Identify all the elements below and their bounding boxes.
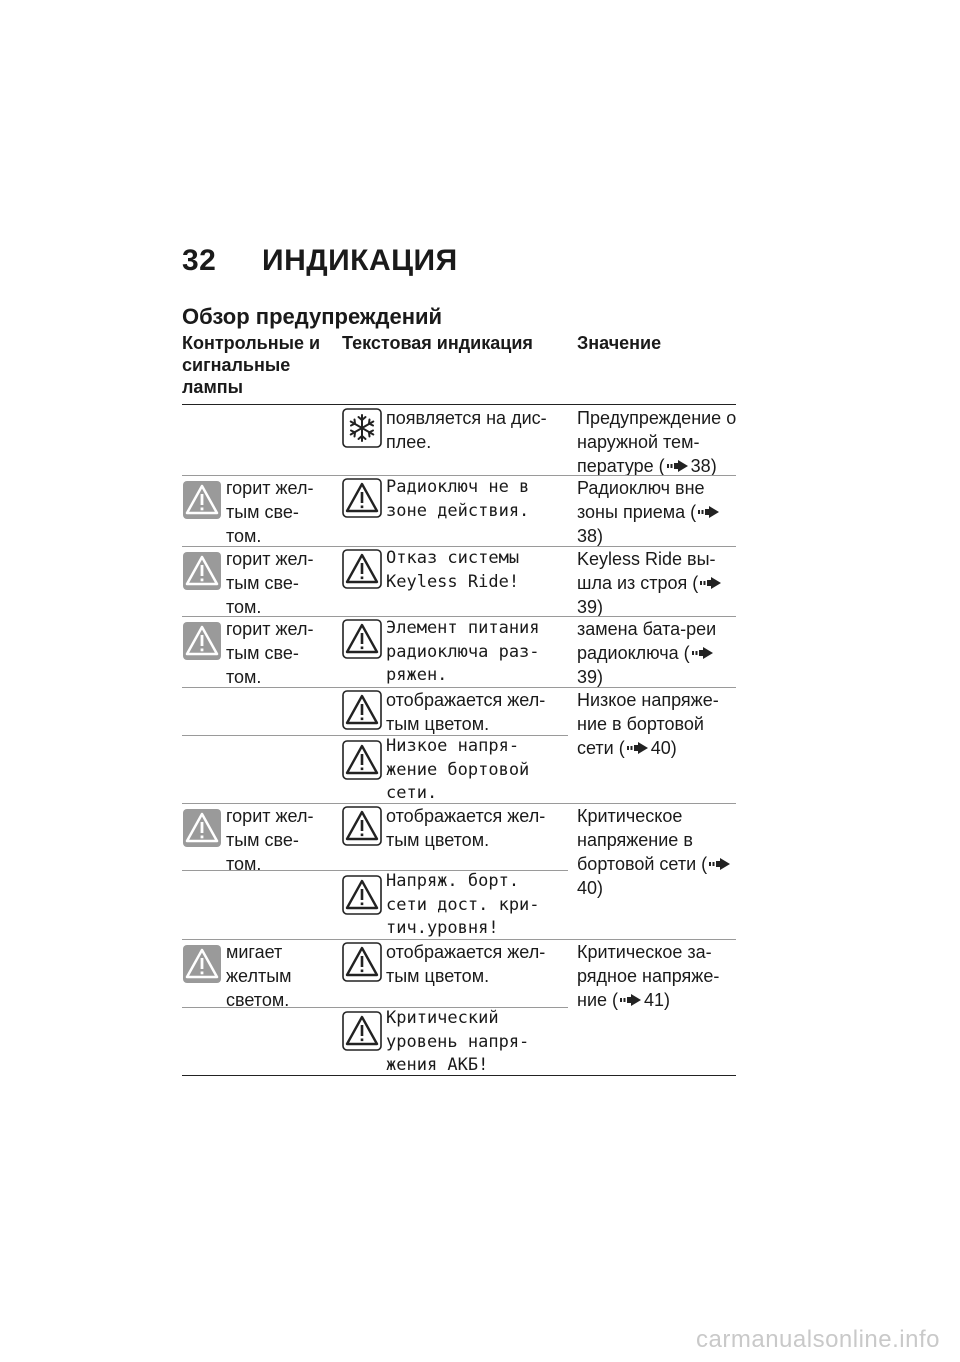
warning-triangle-icon: [342, 549, 382, 589]
lamp-text: горит жел-тым све-том.: [226, 619, 314, 687]
display-text: отображается жел-тым цветом.: [386, 942, 546, 986]
column-header-text-display: Текстовая индикация: [342, 333, 533, 353]
yellow-warning-lamp-icon: [182, 808, 222, 848]
lamp-text: горит жел-тым све-том.: [226, 806, 314, 874]
warning-triangle-icon: [342, 690, 382, 730]
page-reference: 41: [644, 990, 665, 1010]
page-reference: 39: [577, 597, 598, 617]
table-bottom-rule: [182, 1075, 736, 1076]
meaning-text: Радиоключ вне зоны приема (38): [577, 476, 737, 548]
warning-triangle-icon: [342, 478, 382, 518]
warning-triangle-icon: [342, 806, 382, 846]
display-text: Критический уровень напря-жения АКБ!: [386, 1008, 530, 1075]
page-reference-arrow-icon: [700, 576, 722, 590]
display-text: Напряж. борт. сети дост. кри-тич.уровня!: [386, 871, 540, 938]
warning-triangle-icon: [342, 1011, 382, 1051]
page-reference: 38: [577, 526, 598, 546]
lamp-text: горит жел-тым све-том.: [226, 478, 314, 546]
page-reference-arrow-icon: [627, 741, 649, 755]
lamp-text: горит жел-тым све-том.: [226, 549, 314, 617]
meaning-text: замена бата-реи радиоключа (39): [577, 619, 717, 687]
meaning-text: Критическое напряжение в бортовой сети (40): [577, 804, 737, 900]
page-reference: 38: [690, 456, 711, 476]
yellow-warning-lamp-icon: [182, 551, 222, 591]
warning-triangle-icon: [342, 875, 382, 915]
page-reference-arrow-icon: [692, 646, 714, 660]
warning-triangle-icon: [342, 942, 382, 982]
page-header: [182, 244, 458, 278]
meaning-text: Критическое за-рядное напряже-ние ( 41): [577, 942, 720, 1010]
page-reference: 40: [577, 878, 598, 898]
page-reference-arrow-icon: [667, 459, 689, 473]
page-reference-arrow-icon: [698, 505, 720, 519]
display-text: отображается жел-тым цветом.: [386, 690, 546, 734]
display-text: Отказ системы Keyless Ride!: [386, 548, 520, 592]
meaning-text: Предупреждение о наружной тем-пературе ( 38): [577, 408, 737, 476]
section-title: Обзор предупреждений: [182, 304, 443, 329]
page-number: 32: [182, 244, 217, 277]
chapter-title: ИНДИКАЦИЯ: [262, 244, 458, 277]
yellow-warning-lamp-icon: [182, 621, 222, 661]
page-reference-arrow-icon: [709, 857, 731, 871]
watermark: carmanualsonline.info: [696, 1326, 940, 1353]
page-reference: 39: [577, 667, 598, 687]
yellow-warning-lamp-icon: [182, 480, 222, 520]
display-text: Элемент питания радиоключа раз-ряжен.: [386, 618, 540, 685]
warning-triangle-icon: [342, 740, 382, 780]
page-reference-arrow-icon: [620, 993, 642, 1007]
display-text: отображается жел-тым цветом.: [386, 806, 546, 850]
display-text: Радиоключ не в зоне действия.: [386, 477, 530, 521]
meaning-text: Keyless Ride вы-шла из строя (39): [577, 547, 737, 619]
meaning-text: Низкое напряже-ние в бортовой сети ( 40): [577, 690, 719, 758]
display-text: появляется на дис-плее.: [386, 408, 547, 452]
table-header-rule: [182, 404, 736, 405]
snowflake-icon: [342, 408, 382, 448]
column-header-lamps: Контрольные и сигнальные лампы: [182, 333, 321, 397]
display-text: Низкое напря-жение бортовой сети.: [386, 736, 530, 803]
lamp-text: мигает желтым светом.: [226, 942, 292, 1010]
page-reference: 40: [650, 738, 671, 758]
column-header-meaning: Значение: [577, 333, 662, 353]
warning-triangle-icon: [342, 619, 382, 659]
yellow-warning-lamp-icon: [182, 944, 222, 984]
